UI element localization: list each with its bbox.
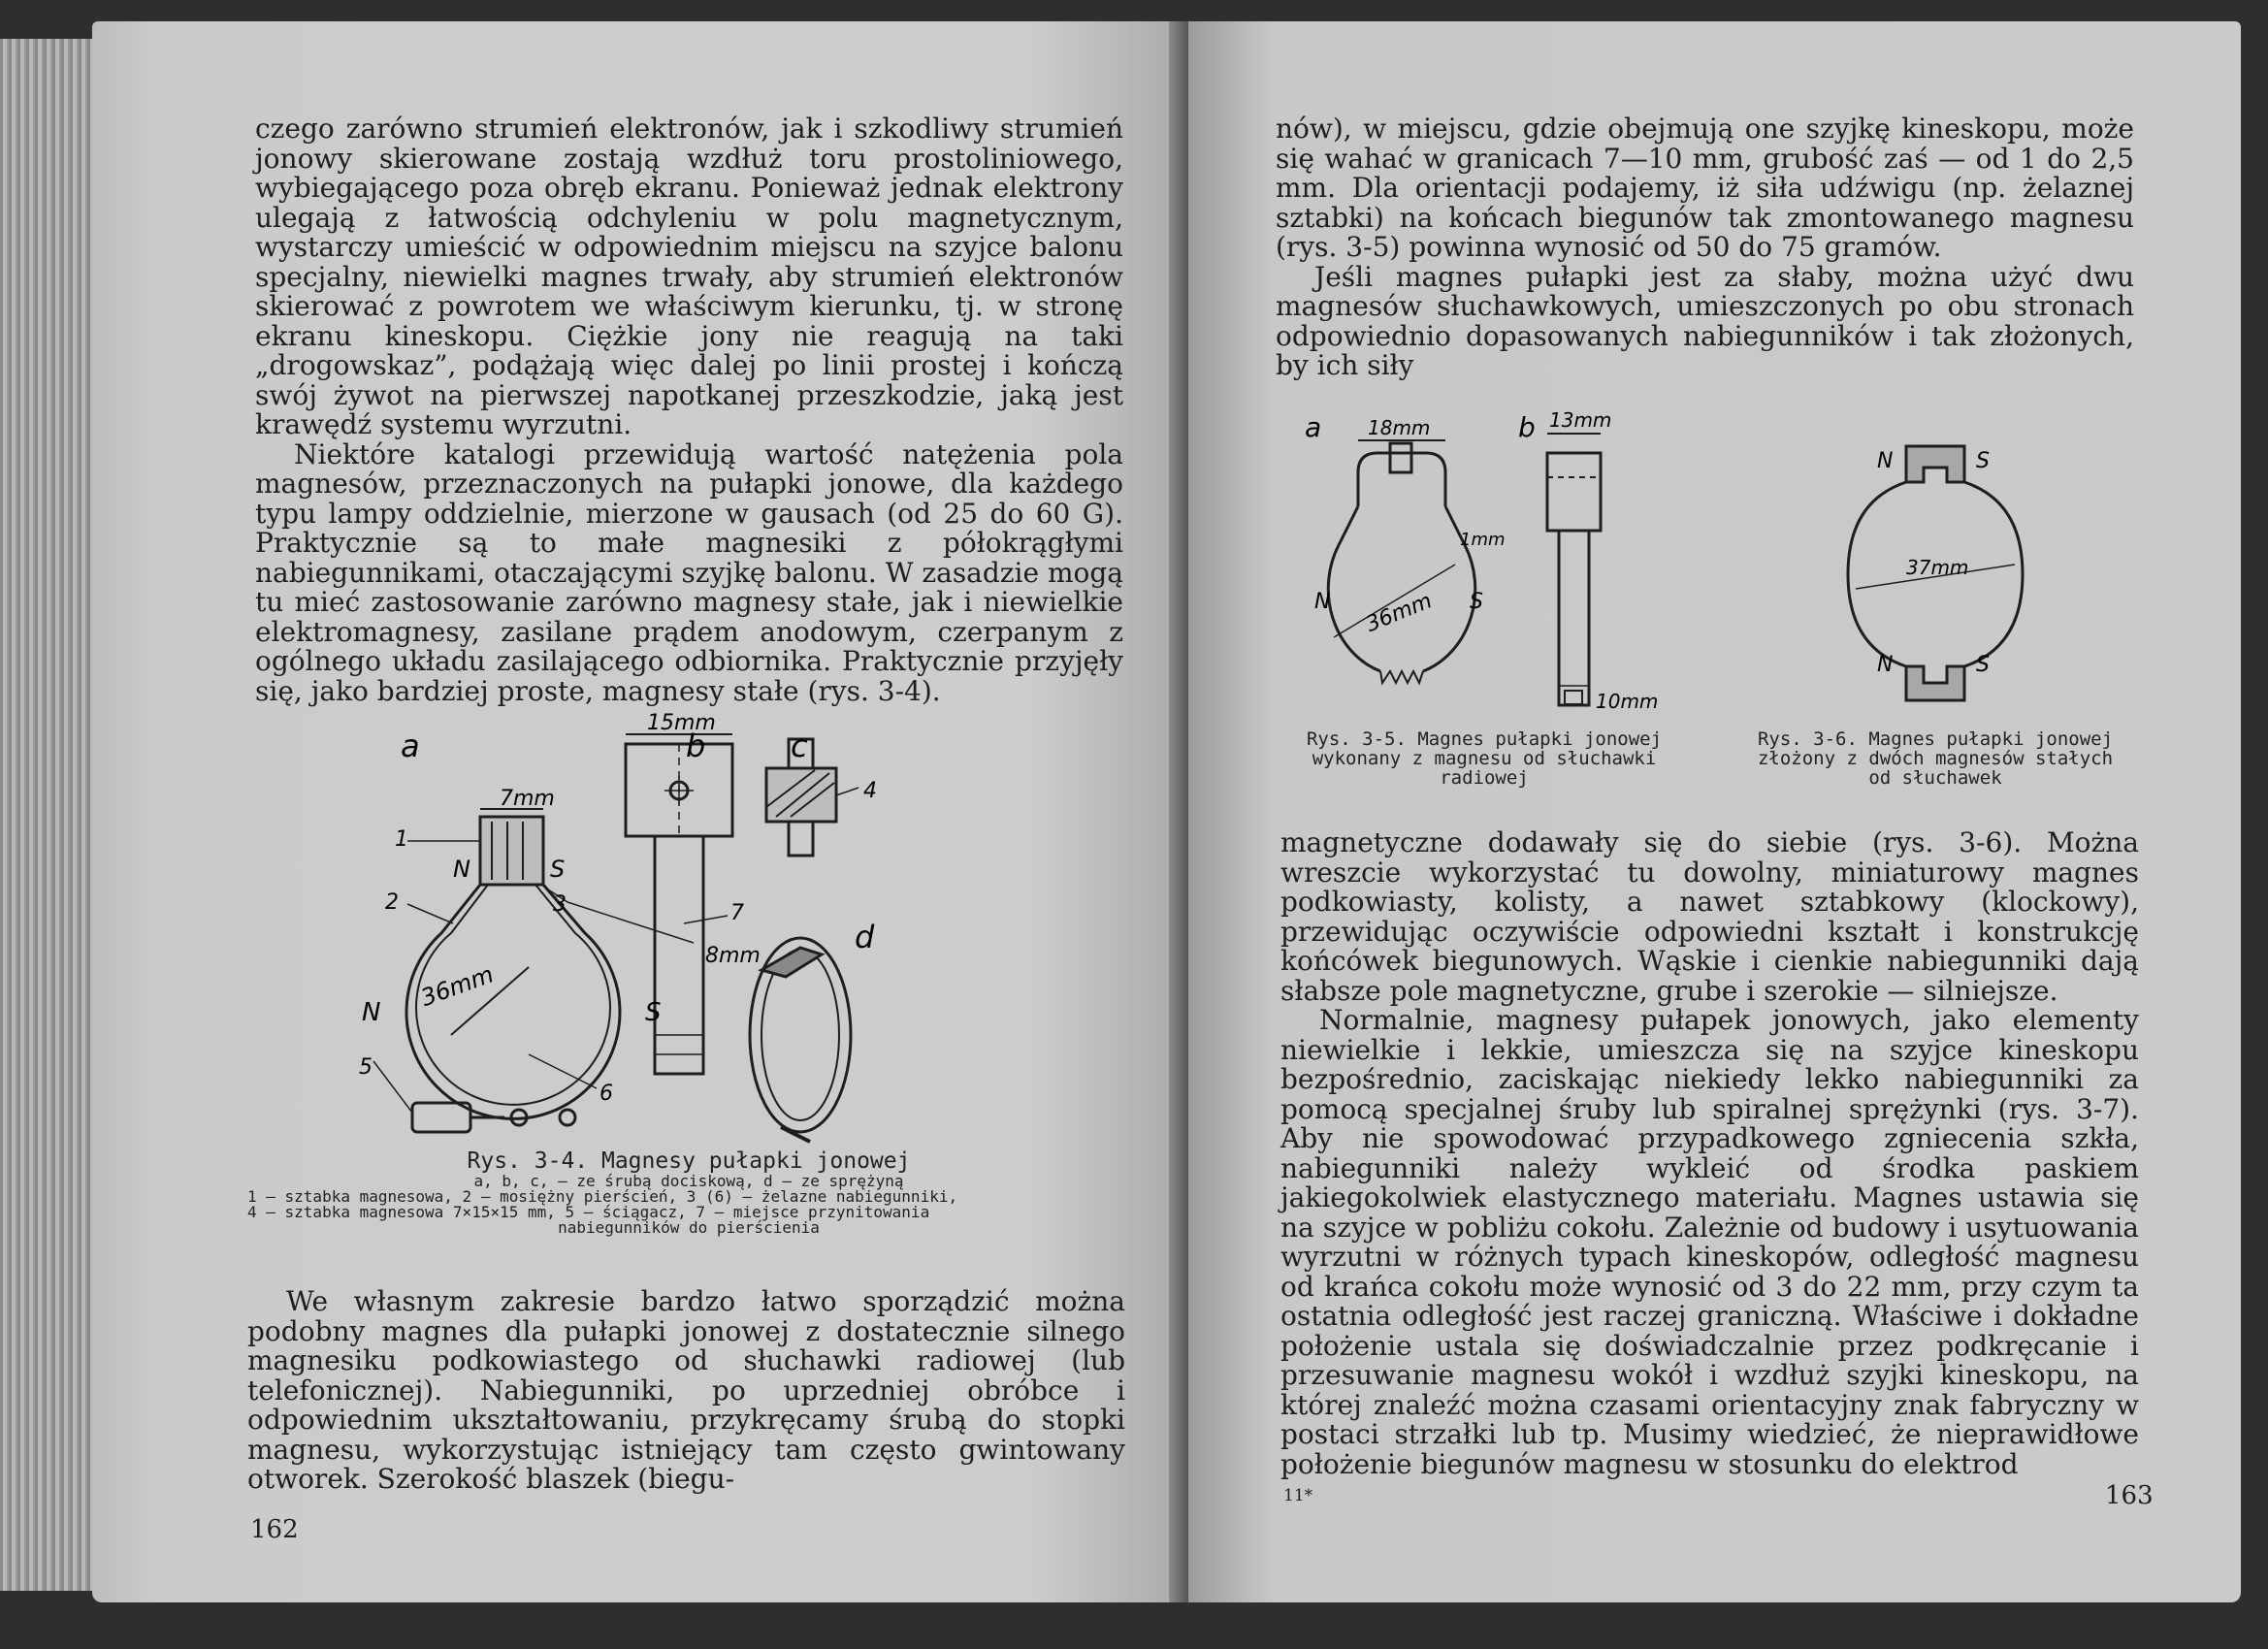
- label-d: d: [855, 919, 875, 955]
- num-2: 2: [385, 890, 399, 915]
- dim-7mm: 7mm: [500, 787, 555, 811]
- dim-36mm: 36mm: [417, 960, 498, 1013]
- caption-line: wykonany z magnesu od słuchawki: [1312, 748, 1657, 769]
- fig36-label-s2: S: [1976, 653, 1990, 677]
- label-c: c: [791, 728, 808, 764]
- label-s: S: [550, 856, 566, 883]
- num-3: 3: [553, 892, 567, 917]
- num-4: 4: [863, 779, 877, 803]
- fig35-dim-10mm: 10mm: [1596, 690, 1659, 713]
- fig35-dim-13mm: 13mm: [1549, 408, 1612, 432]
- right-text-bottom: [1280, 828, 2139, 1479]
- fig35-label-n: N: [1314, 590, 1331, 614]
- figure-3-4: [238, 700, 1140, 1156]
- label-n2: N: [362, 998, 381, 1027]
- label-a: a: [401, 728, 420, 764]
- fig35-dim-1mm: 1mm: [1460, 530, 1506, 550]
- fig35-dim-36mm: 36mm: [1362, 589, 1436, 637]
- caption-line: Rys. 3-6. Magnes pułapki jonowej: [1757, 728, 2114, 750]
- caption-title: Rys. 3-4. Magnesy pułapki jonowej: [467, 1148, 911, 1174]
- num-6: 6: [599, 1082, 613, 1106]
- right-page: [1188, 21, 2241, 1602]
- signature-mark: 11*: [1283, 1486, 1313, 1505]
- num-5: 5: [359, 1055, 373, 1080]
- page-edges: [0, 39, 107, 1591]
- paragraph: We własnym zakresie bardzo łatwo sporządzić można podobny magnes dla pułapki jonowej z dostatecznie silnego magnesiku podkowiastego od słuchawki radiowej (lub telefonicznej). Nabiegunniki, po uprzedniej obróbce i odpowiednim ukształtowaniu, przykręcamy śrubą do stopki magnesu, wykorzystując istniejący tam często gwintowany otworek. Szerokość blaszek (biegu-: [247, 1285, 1125, 1495]
- caption-line: złożony z dwóch magnesów stałych: [1757, 748, 2114, 769]
- label-b: b: [686, 728, 706, 764]
- page-number-right: 163: [2105, 1481, 2154, 1510]
- caption-line: nabiegunników do pierścienia: [558, 1218, 820, 1237]
- paragraph: nów), w miejscu, gdzie obejmują one szyjkę kineskopu, może się wahać w granicach 7—10 mm, grubość zaś — od 1 do 2,5 mm. Dla orientacji podajemy, iż siła udźwigu (np. żelaznej sztabki) na końcach biegunów tak zmontowanego magnesu (rys. 3-5) powinna wynosić od 50 do 75 gramów.: [1276, 113, 2134, 263]
- num-1: 1: [395, 827, 408, 852]
- caption-line: radiowej: [1440, 767, 1529, 789]
- figure-3-5-caption: [1271, 729, 1698, 788]
- fig36-label-n2: N: [1877, 653, 1894, 677]
- left-text-bottom: [247, 1287, 1125, 1495]
- fig36-label-s: S: [1976, 449, 1990, 473]
- paragraph: Jeśli magnes pułapki jest za słaby, można użyć dwu magnesów słuchawkowych, umieszczonych po obu stronach odpowiednio dopasowanych nabiegunników i tak złożonych, by ich siły: [1276, 260, 2134, 381]
- fig35-label-s: S: [1470, 590, 1483, 614]
- caption-line: a, b, c, — ze śrubą dociskową, d — ze sprężyną: [473, 1172, 904, 1190]
- fig35-label-b: b: [1518, 411, 1536, 443]
- left-text-top: [255, 114, 1123, 706]
- paragraph: czego zarówno strumień elektronów, jak i szkodliwy strumień jonowy skierowane zostają wzdłuż toru prostoliniowego, wybiegającego poza obręb ekranu. Ponieważ jednak elektrony ulegają z łatwością odchyleniu w polu magnetycznym, wystarczy umieścić w odpowiednim miejscu na szyjce balonu specjalny, niewielki magnes trwały, aby strumień elektronów skierować z powrotem we właściwym kierunku, tj. w stronę ekranu kineskopu. Ciężkie jony nie reagują na taki „drogowskaz”, podążają więc dalej po linii prostej i kończą swój żywot na pierwszej napotkanej przeszkodzie, jaką jest krawędź systemu wyrzutni.: [255, 113, 1123, 440]
- fig35-dim-18mm: 18mm: [1368, 416, 1431, 439]
- figure-3-6-caption: [1717, 729, 2154, 788]
- paragraph: magnetyczne dodawały się do siebie (rys. 3-6). Można wreszcie wykorzystać tu dowolny, miniaturowy magnes podkowiasty, kolisty, a nawet sztabkowy (klockowy), przewidując oczywiście odpowiedni kształt i konstrukcję końcówek biegunowych. Wąskie i cienkie nabiegunniki dają słabsze pole magnetyczne, grube i szerokie — silniejsze.: [1280, 826, 2139, 1007]
- left-page: [92, 21, 1193, 1602]
- paragraph: Niektóre katalogi przewidują wartość natężenia pola magnesów, przeznaczonych na pułapki jonowe, dla każdego typu lampy oddzielnie, mierzone w gausach (od 25 do 60 G). Praktycznie są to małe magnesiki z półokrągłymi nabiegunnikami, otaczającymi szyjkę balonu. W zasadzie mogą tu mieć zastosowanie zarówno magnesy stałe, jak i niewielkie elektromagnesy, zasilane prądem anodowym, czerpanym z ogólnego układu zasilającego odbiornika. Praktycznie przyjęły się, jako bardziej proste, magnesy stałe (rys. 3-4).: [255, 437, 1124, 707]
- figure-3-4-caption: [247, 1148, 1130, 1236]
- page-number-left: 162: [250, 1515, 299, 1544]
- paragraph: Normalnie, magnesy pułapek jonowych, jako elementy niewielkie i lekkie, umieszcza się na szyjce kineskopu bezpośrednio, zaciskając niekiedy lekko nabiegunniki za pomocą specjalnej śruby lub spiralnej sprężynki (rys. 3-7). Aby nie spowodować przypadkowego zgniecenia szkła, nabiegunniki należy wykleić od środka paskiem jakiegokolwiek elastycznego materiału. Magnes ustawia się na szyjce w pobliżu cokołu. Zależnie od budowy i usytuowania wyrzutni w różnych typach kineskopów, odległość magnesu od krańca cokołu może wynosić od 3 do 22 mm, przy czym ta ostatnia odległość jest raczej graniczną. Właściwe i dokładne położenie ustala się doświadczalnie przez podkręcanie i przesuwanie magnesu wokół i wzdłuż szyjki kineskopu, na której znaleźć można czasami orientacyjny znak fabryczny w postaci strzałki lub tp. Musimy wiedzieć, że nieprawidłowe położenie biegunów magnesu w stosunku do elektrod: [1280, 1004, 2139, 1480]
- label-n: N: [453, 856, 470, 883]
- num-7: 7: [730, 901, 744, 925]
- label-s2: S: [645, 998, 662, 1027]
- figure-3-5: [1266, 400, 1673, 720]
- caption-line: Rys. 3-5. Magnes pułapki jonowej: [1306, 728, 1663, 750]
- figure-3-6: [1809, 429, 2061, 710]
- dim-8mm: 8mm: [705, 944, 761, 968]
- fig36-dim-37mm: 37mm: [1906, 556, 1969, 579]
- right-text-top: [1276, 114, 2134, 381]
- fig36-label-n: N: [1877, 449, 1894, 473]
- dim-15mm: 15mm: [647, 711, 716, 735]
- caption-line: 4 — sztabka magnesowa 7×15×15 mm, 5 — ściągacz, 7 — miejsce przynitowania: [247, 1203, 930, 1221]
- fig35-label-a: a: [1305, 411, 1322, 443]
- caption-line: od słuchawek: [1868, 767, 2002, 789]
- caption-line: 1 — sztabka magnesowa, 2 — mosiężny pierścień, 3 (6) — żelazne nabiegunniki,: [247, 1187, 958, 1206]
